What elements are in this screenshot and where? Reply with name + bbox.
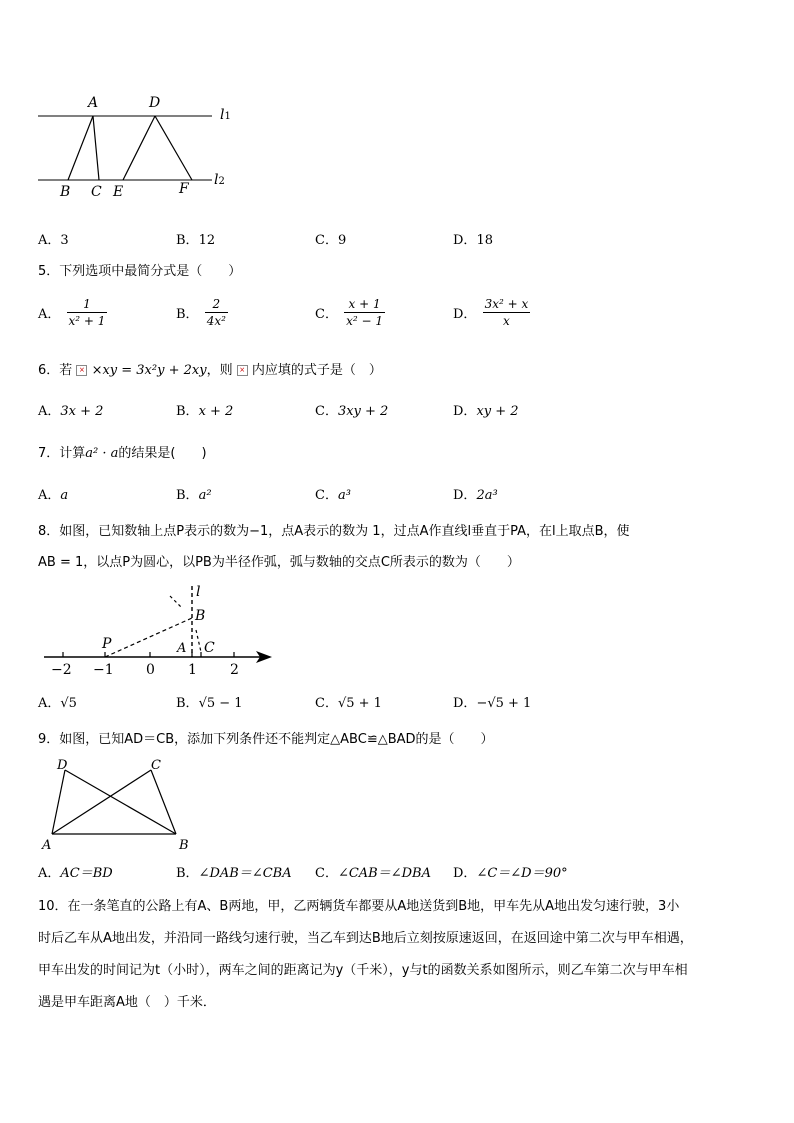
label-f: F — [179, 181, 189, 197]
segment-ac — [93, 116, 99, 180]
q4-option-c[interactable]: C．9 — [315, 233, 347, 248]
q5-fraction-c: $\frac{x + 1}{\text{x² − 1}}$ — [346, 297, 383, 328]
q9-option-c[interactable]: C．∠CAB＝∠DBA — [315, 866, 431, 881]
tick-label-0: 0 — [146, 662, 155, 678]
q8-stem-line-1: 8．如图，已知数轴上点P表示的数为−1，点A表示的数为 1，过点A作直线l垂直于PA，在l上取点B，使 — [38, 524, 630, 539]
q10-stem-line-3: 甲车出发的时间记为t（小时），两车之间的距离记为y（千米），y与t的函数关系如图所示，则乙车第二次与甲车相 — [38, 963, 688, 978]
q6-equation: ×xy = 3x²y + 2xy — [91, 363, 207, 378]
q5-option-a[interactable]: A． $\frac{1}{\text{x² + 1}}$ — [38, 297, 106, 328]
q7-option-c[interactable]: C．a³ — [315, 488, 351, 503]
q5-option-c[interactable]: C． $\frac{x + 1}{\text{x² − 1}}$ — [315, 297, 383, 328]
label-c: C — [151, 758, 161, 773]
label-d: D — [57, 758, 68, 773]
label-p: P — [102, 636, 112, 652]
q4-option-b[interactable]: B．12 — [176, 233, 216, 248]
segment-ad — [52, 770, 65, 834]
label-b: B — [179, 838, 189, 852]
label-a: A — [88, 95, 99, 111]
blank-box-icon: × — [237, 365, 248, 376]
q4-option-a[interactable]: A．3 — [38, 233, 69, 248]
label-b: B — [195, 608, 206, 624]
tick-label-m2: −2 — [51, 662, 72, 678]
q8-option-d[interactable]: D．−√5 + 1 — [453, 696, 532, 711]
q7-option-d[interactable]: D．2a³ — [453, 488, 498, 503]
parallel-lines-figure — [30, 88, 270, 203]
tick-label-2: 2 — [230, 662, 239, 678]
label-a: A — [177, 641, 187, 656]
q6-stem: 6．若 × ×xy = 3x²y + 2xy，则 × 内应填的式子是（ ） — [38, 363, 382, 378]
label-c: C — [204, 640, 215, 656]
q7-stem: 7．计算a² · a的结果是( ) — [38, 446, 207, 461]
q4-option-d[interactable]: D．18 — [453, 233, 493, 248]
q9-stem: 9．如图，已知AD＝CB，添加下列条件还不能判定△ABC≌△BAD的是（ ） — [38, 732, 494, 747]
label-l: l — [196, 584, 201, 600]
q7-expression: a² · a — [85, 446, 119, 461]
q8-option-b[interactable]: B．√5 − 1 — [176, 696, 243, 711]
q6-option-d[interactable]: D．xy + 2 — [453, 404, 519, 419]
q5-fraction-a: $\frac{1}{\text{x² + 1}}$ — [68, 297, 106, 328]
arc-mark-lower — [196, 630, 201, 652]
q5-fraction-b: $\frac{2}{\text{4x²}}$ — [206, 297, 226, 328]
q9-option-a[interactable]: A．AC＝BD — [38, 866, 113, 881]
segment-ab — [68, 116, 93, 180]
label-l2: l2 — [214, 172, 225, 188]
segment-df — [155, 116, 192, 180]
segment-de — [123, 116, 155, 180]
tick-label-m1: −1 — [93, 662, 114, 678]
q5-option-d[interactable]: D． $\frac{\text{3x² + x}}{x}$ — [453, 297, 529, 328]
q8-option-c[interactable]: C．√5 + 1 — [315, 696, 382, 711]
q8-option-a[interactable]: A．√5 — [38, 696, 77, 711]
q10-stem-line-1: 10．在一条笔直的公路上有A、B两地，甲，乙两辆货车都要从A地送货到B地，甲车先从A地出发匀速行驶，3小 — [38, 899, 680, 914]
q5-stem: 5．下列选项中最简分式是（ ） — [38, 264, 242, 279]
q6-option-c[interactable]: C．3xy + 2 — [315, 404, 389, 419]
arc-mark-upper — [170, 596, 182, 608]
q5-fraction-d: $\frac{\text{3x² + x}}{x}$ — [484, 297, 529, 328]
label-l1: l1 — [220, 107, 231, 123]
segment-bd — [65, 770, 176, 834]
number-line-figure — [38, 578, 278, 678]
q6-option-b[interactable]: B．x + 2 — [176, 404, 234, 419]
q8-stem-line-2: AB = 1，以点P为圆心，以PB为半径作弧，弧与数轴的交点C所表示的数为（ ） — [38, 555, 520, 570]
blank-box-icon: × — [76, 365, 87, 376]
tick-label-1: 1 — [188, 662, 197, 678]
label-b: B — [60, 184, 71, 200]
q9-option-d[interactable]: D．∠C＝∠D＝90° — [453, 866, 568, 881]
label-d: D — [149, 95, 161, 111]
q5-option-b[interactable]: B． $\frac{2}{\text{4x²}}$ — [176, 297, 226, 328]
q9-option-b[interactable]: B．∠DAB＝∠CBA — [176, 866, 292, 881]
segment-ac — [52, 770, 151, 834]
q7-option-b[interactable]: B．a² — [176, 488, 212, 503]
segment-bc — [151, 770, 176, 834]
label-a: A — [42, 838, 52, 852]
quadrilateral-figure — [38, 752, 208, 852]
label-c: C — [91, 184, 102, 200]
q10-stem-line-4: 遇是甲车距离A地（ ）千米． — [38, 995, 216, 1010]
q7-option-a[interactable]: A．a — [38, 488, 69, 503]
q10-stem-line-2: 时后乙车从A地出发，并沿同一路线匀速行驶，当乙车到达B地后立刻按原速返回，在返回途中第二次与甲车相遇， — [38, 931, 693, 946]
q6-option-a[interactable]: A．3x + 2 — [38, 404, 104, 419]
label-e: E — [113, 184, 124, 200]
